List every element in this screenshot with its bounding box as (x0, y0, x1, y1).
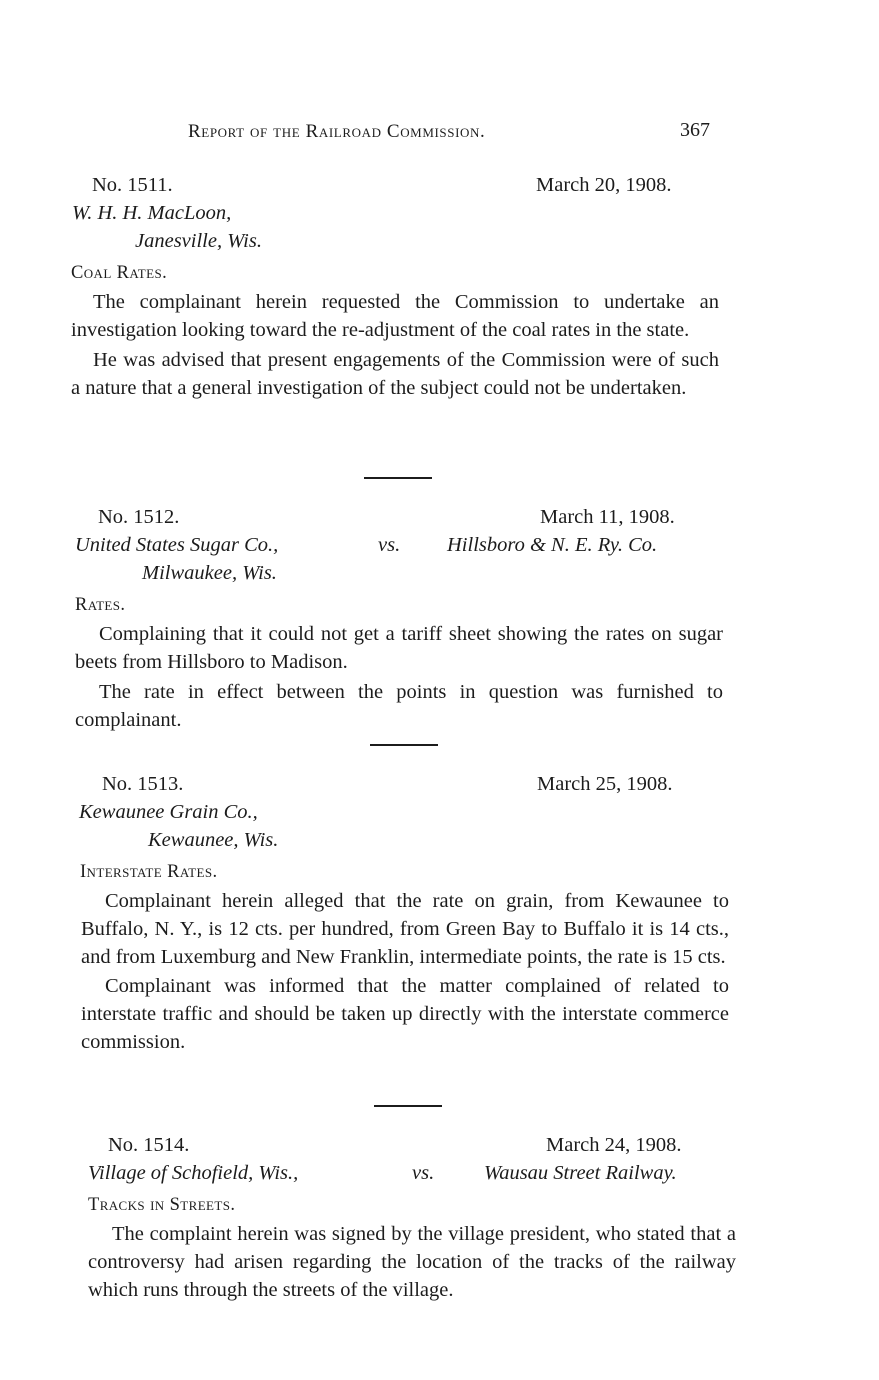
section-divider (374, 1105, 442, 1107)
case-number: No. 1511. (92, 174, 173, 196)
case-date: March 24, 1908. (546, 1134, 682, 1156)
header-title: Report of the Railroad Commission. (188, 121, 486, 142)
case-paragraph: Complaining that it could not get a tariff sheet showing the rates on sugar beets from Hillsboro to Madison. (75, 623, 723, 673)
section-divider (364, 477, 432, 479)
complainant-location: Milwaukee, Wis. (142, 562, 277, 584)
case-entry-1513 (0, 770, 879, 1056)
complainant-name: Village of Schofield, Wis., (88, 1162, 299, 1184)
complainant-location: Kewaunee, Wis. (148, 829, 279, 851)
case-paragraph: Complainant was informed that the matter complained of related to interstate traffic and should be taken up directly with the interstate commerce commission. (81, 975, 729, 1053)
section-divider (370, 744, 438, 746)
case-date: March 25, 1908. (537, 773, 673, 795)
case-heading: Tracks in Streets. (88, 1195, 236, 1215)
case-number: No. 1513. (102, 773, 184, 795)
respondent-name: Wausau Street Railway. (484, 1162, 677, 1184)
case-number: No. 1512. (98, 506, 180, 528)
case-date: March 20, 1908. (536, 174, 672, 196)
running-header (0, 118, 879, 148)
case-paragraph: The complainant herein requested the Commission to undertake an investigation looking toward the re-adjustment of the coal rates in the state. (71, 291, 719, 341)
page-number: 367 (680, 119, 710, 141)
case-paragraph: He was advised that present engagements of the Commission were of such a nature that a general investigation of the subject could not be undertaken. (71, 349, 719, 399)
case-paragraph: Complainant herein alleged that the rate on grain, from Kewaunee to Buffalo, N. Y., is 12 cts. per hundred, from Green Bay to Buffalo it is 14 cts., and from Luxemburg and New Franklin, intermediate points, the rate is 15 cts. (81, 890, 729, 968)
versus-label: vs. (378, 534, 401, 556)
case-paragraph: The rate in effect between the points in question was furnished to complainant. (75, 681, 723, 731)
respondent-name: Hillsboro & N. E. Ry. Co. (447, 534, 658, 556)
versus-label: vs. (412, 1162, 435, 1184)
case-date: March 11, 1908. (540, 506, 675, 528)
case-entry-1512 (0, 503, 879, 734)
case-entry-1514 (0, 1131, 879, 1304)
complainant-location: Janesville, Wis. (135, 230, 262, 252)
case-paragraph: The complaint herein was signed by the village president, who stated that a controversy had arisen regarding the location of the tracks of the railway which runs through the streets of the village. (88, 1223, 736, 1301)
case-heading: Rates. (75, 595, 126, 615)
case-heading: Interstate Rates. (80, 862, 218, 882)
complainant-name: United States Sugar Co., (75, 534, 279, 556)
case-entry-1511 (0, 171, 879, 402)
complainant-name: Kewaunee Grain Co., (79, 801, 258, 823)
complainant-name: W. H. H. MacLoon, (72, 202, 232, 224)
case-number: No. 1514. (108, 1134, 190, 1156)
case-heading: Coal Rates. (71, 263, 168, 283)
